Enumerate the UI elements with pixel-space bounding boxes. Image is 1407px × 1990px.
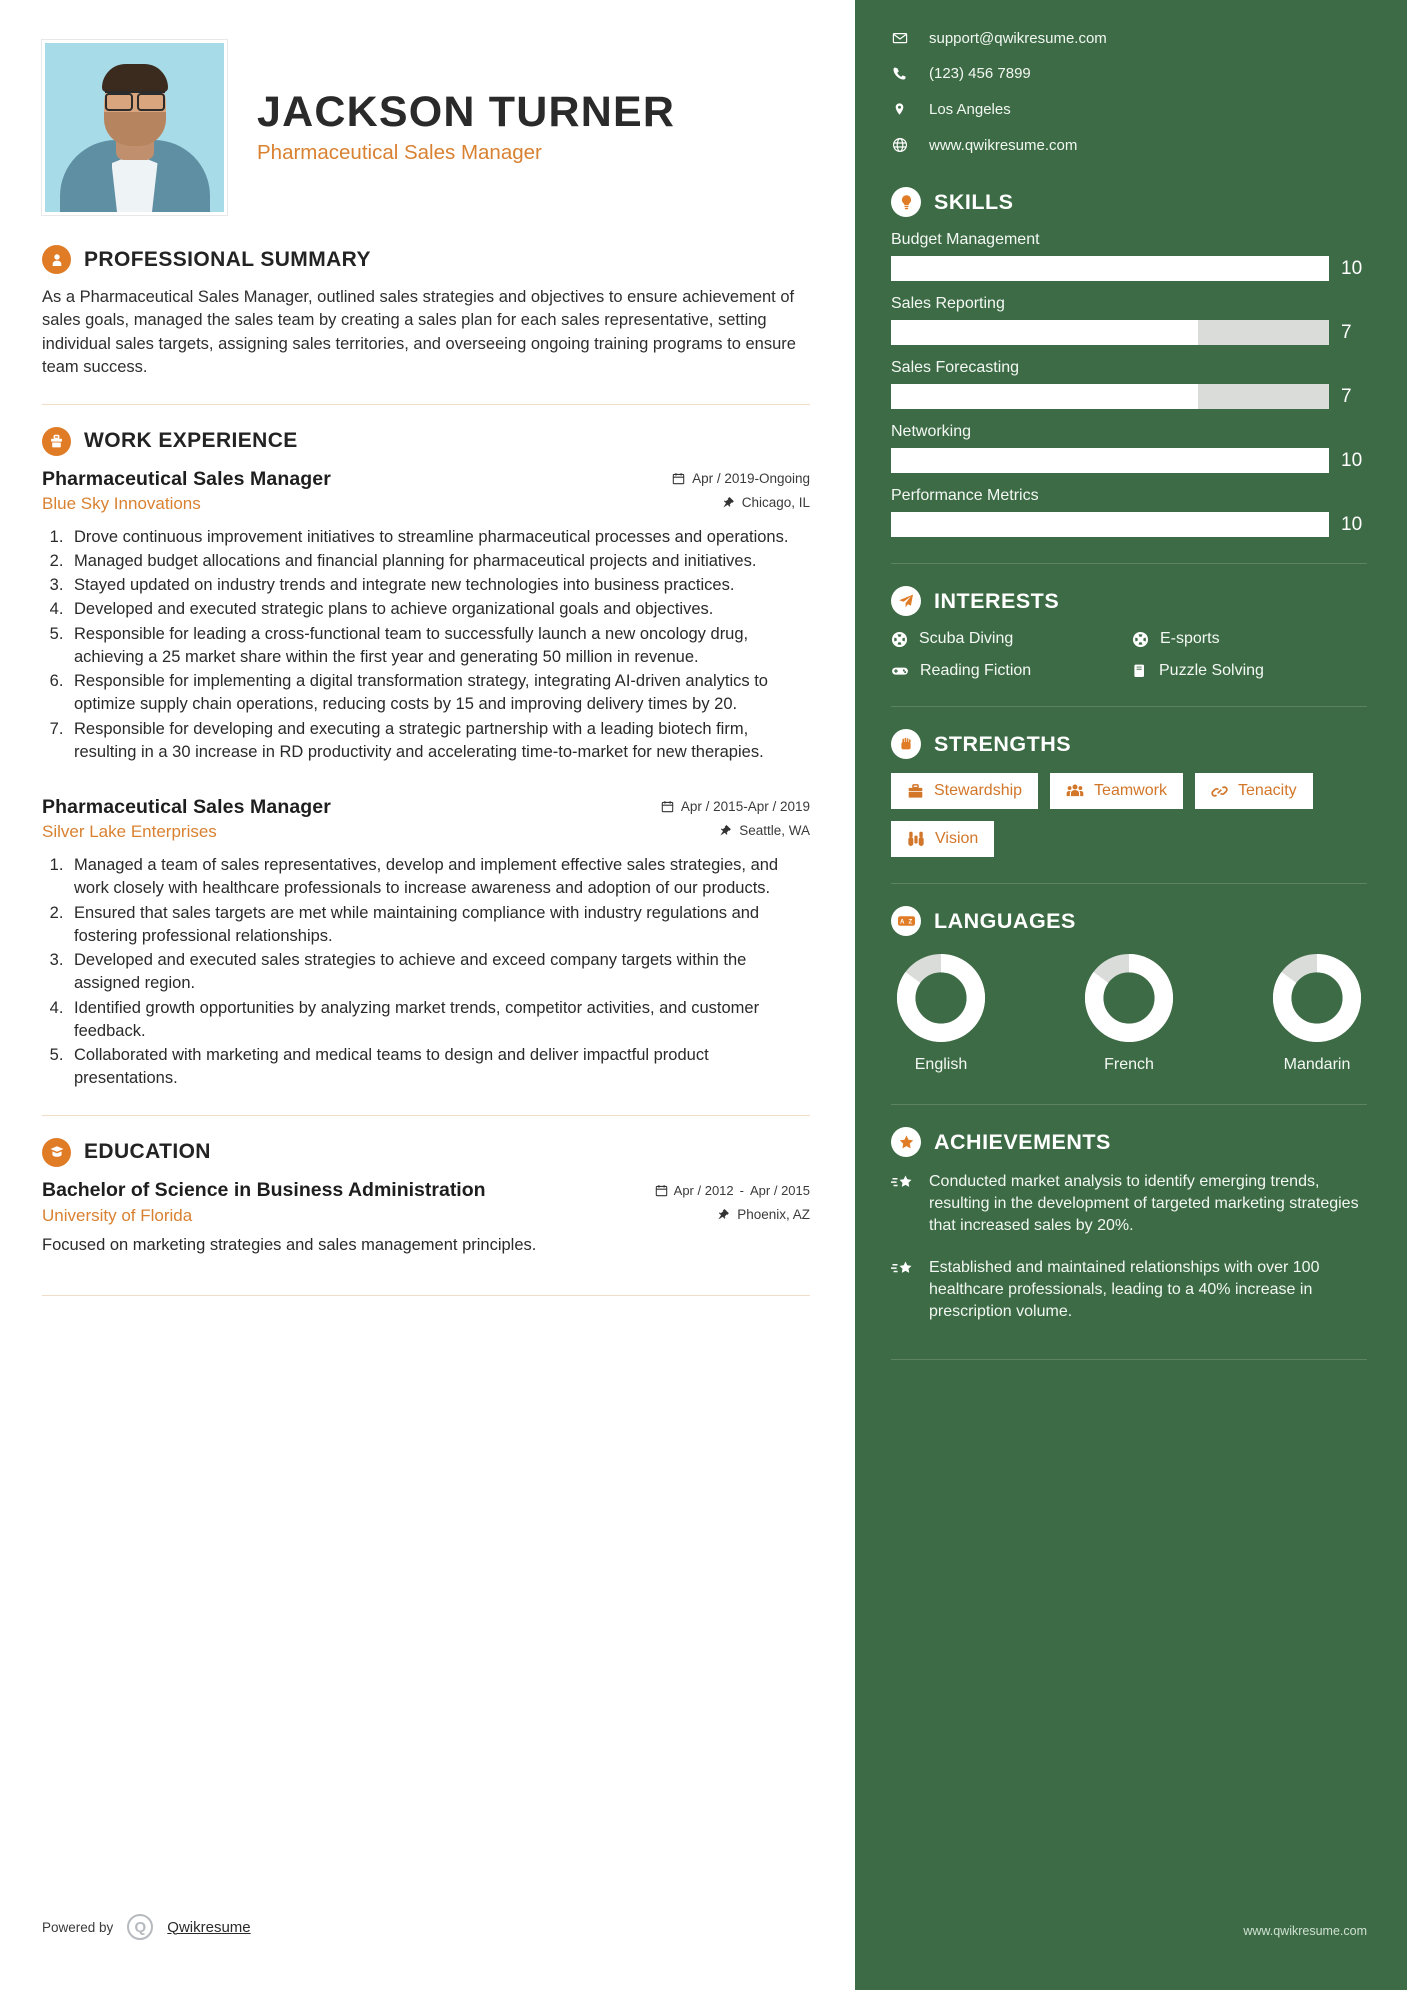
job-bullet: 1. Managed a team of sales representatives, develop and implement effective sales strategies, and work closely with healthcare professionals to increase awareness and adoption of our products. — [68, 854, 810, 901]
candidate-name: JACKSON TURNER — [257, 87, 676, 136]
language-label: Mandarin — [1283, 1056, 1351, 1073]
divider — [891, 1104, 1367, 1105]
skill-value: 7 — [1341, 321, 1352, 343]
achievements-heading-row — [891, 1127, 1367, 1157]
language-item — [1271, 952, 1363, 1074]
interest-item — [1132, 630, 1367, 648]
candidate-title: Pharmaceutical Sales Manager — [257, 141, 542, 165]
skill-item — [891, 295, 1367, 345]
interest-label: E-sports — [1160, 630, 1220, 647]
languages-heading: LANGUAGES — [934, 908, 1076, 933]
globe-icon — [891, 137, 908, 153]
job-bullets — [68, 854, 810, 1091]
language-label: English — [914, 1056, 968, 1073]
section-languages — [891, 906, 1367, 1074]
strength-label: Teamwork — [1094, 782, 1167, 799]
experience-item — [42, 796, 810, 1091]
education-start-date — [674, 1183, 734, 1199]
education-heading: EDUCATION — [84, 1140, 211, 1164]
skill-label: Budget Management — [891, 231, 1040, 248]
interest-label: Scuba Diving — [919, 630, 1014, 647]
strength-label: Vision — [935, 830, 979, 847]
job-bullet: 5. Collaborated with marketing and medical teams to design and deliver impactful product presentations. — [68, 1044, 810, 1091]
interests-heading-row — [891, 586, 1367, 616]
achievement-text: Established and maintained relationships with over 100 healthcare professionals, leading to a 40% increase in prescription volume. — [929, 1259, 1320, 1321]
job-bullet: 2. Managed budget allocations and financial planning for pharmaceutical projects and initiatives. — [68, 550, 810, 573]
briefcase-icon — [907, 783, 924, 800]
job-bullet: 3. Stayed updated on industry trends and integrate new technologies into business practices. — [68, 574, 810, 597]
job-bullet: 6. Responsible for implementing a digital transformation strategy, integrating AI-driven analytics to optimize supply chain operations, reducing costs by 15 and improving delivery times by 20. — [68, 670, 810, 717]
divider — [891, 1359, 1367, 1360]
contact-website-value: www.qwikresume.com — [929, 136, 1078, 154]
experience-heading: WORK EXPERIENCE — [84, 429, 298, 453]
summary-heading-row — [42, 245, 810, 274]
interest-item — [891, 662, 1126, 680]
education-end-month: Apr / 2015 — [750, 1182, 810, 1198]
job-role: Pharmaceutical Sales Manager — [42, 796, 331, 819]
graduation-icon — [42, 1138, 71, 1167]
contact-phone[interactable] — [891, 66, 1367, 81]
calendar-icon — [655, 1184, 668, 1197]
briefcase-icon — [42, 427, 71, 456]
skill-item — [891, 231, 1367, 281]
achievement-item — [891, 1257, 1367, 1323]
strengths-grid — [891, 773, 1367, 857]
phone-icon — [891, 66, 908, 81]
job-location-row — [722, 495, 810, 510]
section-achievements — [891, 1127, 1367, 1323]
contact-list — [891, 30, 1367, 153]
map-pin-icon — [891, 101, 908, 117]
job-bullets — [68, 526, 810, 765]
skills-heading: SKILLS — [934, 189, 1014, 214]
summary-heading: PROFESSIONAL SUMMARY — [84, 247, 371, 271]
job-location: Chicago, IL — [741, 494, 810, 510]
language-donut-chart — [895, 952, 987, 1044]
experience-item — [42, 468, 810, 765]
section-education — [42, 1138, 810, 1255]
contact-email[interactable] — [891, 30, 1367, 46]
calendar-icon — [661, 800, 674, 813]
job-bullet: 5. Responsible for leading a cross-functional team to successfully launch a new oncology drug, achieving a 25 market share within the first year and generating 50 million in revenue. — [68, 623, 810, 670]
shooting-star-icon — [891, 1171, 915, 1195]
az-translate-icon — [891, 906, 921, 936]
contact-location — [891, 101, 1367, 117]
skill-bar-track — [891, 384, 1329, 409]
strength-chip — [1050, 773, 1183, 809]
section-skills — [891, 187, 1367, 537]
interests-heading: INTERESTS — [934, 588, 1060, 613]
language-item — [1083, 952, 1175, 1074]
svg-text:A: A — [899, 918, 904, 926]
strength-label: Tenacity — [1237, 782, 1297, 799]
education-end-date — [750, 1183, 810, 1199]
job-role: Pharmaceutical Sales Manager — [42, 467, 331, 490]
skill-bar-fill — [891, 448, 1329, 473]
strength-chip — [1195, 773, 1313, 809]
education-heading-row — [42, 1138, 810, 1167]
language-label: French — [1104, 1056, 1154, 1073]
divider — [891, 883, 1367, 884]
job-dates-row — [672, 471, 810, 486]
powered-by-label: Powered by — [42, 1919, 114, 1935]
fist-icon — [891, 729, 921, 759]
skill-value: 10 — [1341, 257, 1363, 279]
skill-item — [891, 487, 1367, 537]
people-icon — [1066, 782, 1084, 800]
job-bullet: 3. Developed and executed sales strategies to achieve and exceed company targets within the assigned region. — [68, 949, 810, 996]
job-dates-row — [661, 799, 810, 814]
calendar-icon — [672, 472, 685, 485]
right-sidebar — [855, 0, 1407, 1990]
language-item — [895, 952, 987, 1074]
education-degree: Bachelor of Science in Business Administration — [42, 1178, 486, 1201]
education-dates-row — [655, 1179, 810, 1199]
skill-bar-track — [891, 448, 1329, 473]
language-donut-chart — [1271, 952, 1363, 1044]
contact-location-value: Los Angeles — [929, 100, 1011, 118]
divider — [891, 706, 1367, 707]
life-ring-icon — [1132, 631, 1149, 648]
map-pin-icon — [719, 824, 732, 837]
svg-text:Z: Z — [907, 918, 912, 926]
achievement-text: Conducted market analysis to identify emerging trends, resulting in the development of targeted marketing strategies that increased sales by 20%. — [929, 1173, 1359, 1235]
skill-label: Sales Reporting — [891, 295, 1005, 312]
skill-bar-fill — [891, 384, 1198, 409]
skill-label: Sales Forecasting — [891, 359, 1020, 376]
education-location: Phoenix, AZ — [737, 1207, 810, 1223]
lightbulb-icon — [891, 187, 921, 217]
paper-plane-icon — [891, 586, 921, 616]
divider — [891, 563, 1367, 564]
achievement-item — [891, 1171, 1367, 1237]
skill-value: 7 — [1341, 385, 1352, 407]
divider — [42, 1295, 810, 1296]
job-bullet: 7. Responsible for developing and executing a strategic partnership with a leading biotech firm, resulting in a 30 increase in RD productivity and accelerating time-to-market for new therapies. — [68, 718, 810, 765]
link-icon — [1211, 783, 1228, 800]
skills-heading-row — [891, 187, 1367, 217]
gamepad-icon — [891, 662, 909, 680]
experience-heading-row — [42, 427, 810, 456]
section-professional-summary — [42, 245, 810, 380]
resume-header — [42, 40, 810, 215]
job-dates: Apr / 2019-Ongoing — [692, 470, 810, 486]
job-bullet: 1. Drove continuous improvement initiatives to streamline pharmaceutical processes and operations. — [68, 526, 810, 549]
language-donut-chart — [1083, 952, 1175, 1044]
skill-bar-track — [891, 512, 1329, 537]
section-interests — [891, 586, 1367, 680]
book-icon — [1132, 663, 1148, 679]
contact-website[interactable] — [891, 137, 1367, 153]
job-bullet: 2. Ensured that sales targets are met while maintaining compliance with industry regulations and fostering professional relationships. — [68, 902, 810, 949]
skill-item — [891, 359, 1367, 409]
interest-item — [1132, 662, 1367, 680]
languages-grid — [891, 952, 1367, 1074]
education-location-row — [717, 1207, 810, 1222]
star-badge-icon — [891, 1127, 921, 1157]
strengths-heading: STRENGTHS — [934, 731, 1072, 756]
contact-email-value: support@qwikresume.com — [929, 29, 1107, 47]
skill-item — [891, 423, 1367, 473]
skill-bar-fill — [891, 512, 1329, 537]
job-bullet: 4. Developed and executed strategic plans to achieve organizational goals and objectives. — [68, 598, 810, 621]
interests-grid — [891, 630, 1367, 680]
name-block — [257, 87, 676, 165]
shooting-star-icon — [891, 1257, 915, 1281]
skill-label: Performance Metrics — [891, 487, 1039, 504]
divider — [42, 1115, 810, 1116]
left-footer — [42, 1914, 251, 1940]
skill-bar-fill — [891, 256, 1329, 281]
user-circle-icon — [42, 245, 71, 274]
summary-text: As a Pharmaceutical Sales Manager, outlined sales strategies and objectives to ensure achievement of sales goals, managed the sales team by creating a sales plan for each sales representative, setting individual sales targets, assigning sales territories, and overseeing ongoing training programs to ensure team success. — [42, 288, 796, 377]
skill-value: 10 — [1341, 513, 1363, 535]
job-dates: Apr / 2015-Apr / 2019 — [680, 799, 810, 815]
envelope-icon — [891, 30, 908, 46]
job-location-row — [719, 823, 810, 838]
divider — [42, 404, 810, 405]
skill-bar-fill — [891, 320, 1198, 345]
section-strengths — [891, 729, 1367, 857]
education-date-separator: - — [739, 1183, 744, 1199]
skill-bar-track — [891, 256, 1329, 281]
job-location: Seattle, WA — [739, 823, 810, 839]
qwikresume-logo-icon: Q — [127, 1914, 153, 1940]
life-ring-icon — [891, 631, 908, 648]
skill-bar-track — [891, 320, 1329, 345]
qwikresume-link[interactable]: Qwikresume — [167, 1918, 251, 1936]
section-work-experience — [42, 427, 810, 1091]
contact-phone-value: (123) 456 7899 — [929, 65, 1031, 82]
job-company: Silver Lake Enterprises — [42, 822, 217, 842]
job-company: Blue Sky Innovations — [42, 493, 201, 513]
skill-value: 10 — [1341, 449, 1363, 471]
sidebar-footer-url: www.qwikresume.com — [1243, 1924, 1367, 1938]
skill-label: Networking — [891, 423, 972, 440]
binoculars-icon — [907, 830, 925, 848]
map-pin-icon — [717, 1208, 730, 1221]
strength-label: Stewardship — [934, 782, 1023, 799]
strength-chip — [891, 773, 1038, 809]
achievements-heading: ACHIEVEMENTS — [934, 1129, 1111, 1154]
interest-item — [891, 630, 1126, 648]
interest-label: Puzzle Solving — [1159, 662, 1264, 679]
profile-photo — [42, 40, 227, 215]
languages-heading-row — [891, 906, 1367, 936]
job-bullet: 4. Identified growth opportunities by analyzing market trends, competitor activities, and customer feedback. — [68, 997, 810, 1044]
education-note: Focused on marketing strategies and sales management principles. — [42, 1236, 537, 1255]
strengths-heading-row — [891, 729, 1367, 759]
education-start-month: Apr / 2012 — [673, 1182, 734, 1198]
strength-chip — [891, 821, 994, 857]
interest-label: Reading Fiction — [920, 662, 1032, 679]
map-pin-icon — [722, 496, 735, 509]
education-school: University of Florida — [42, 1206, 193, 1226]
